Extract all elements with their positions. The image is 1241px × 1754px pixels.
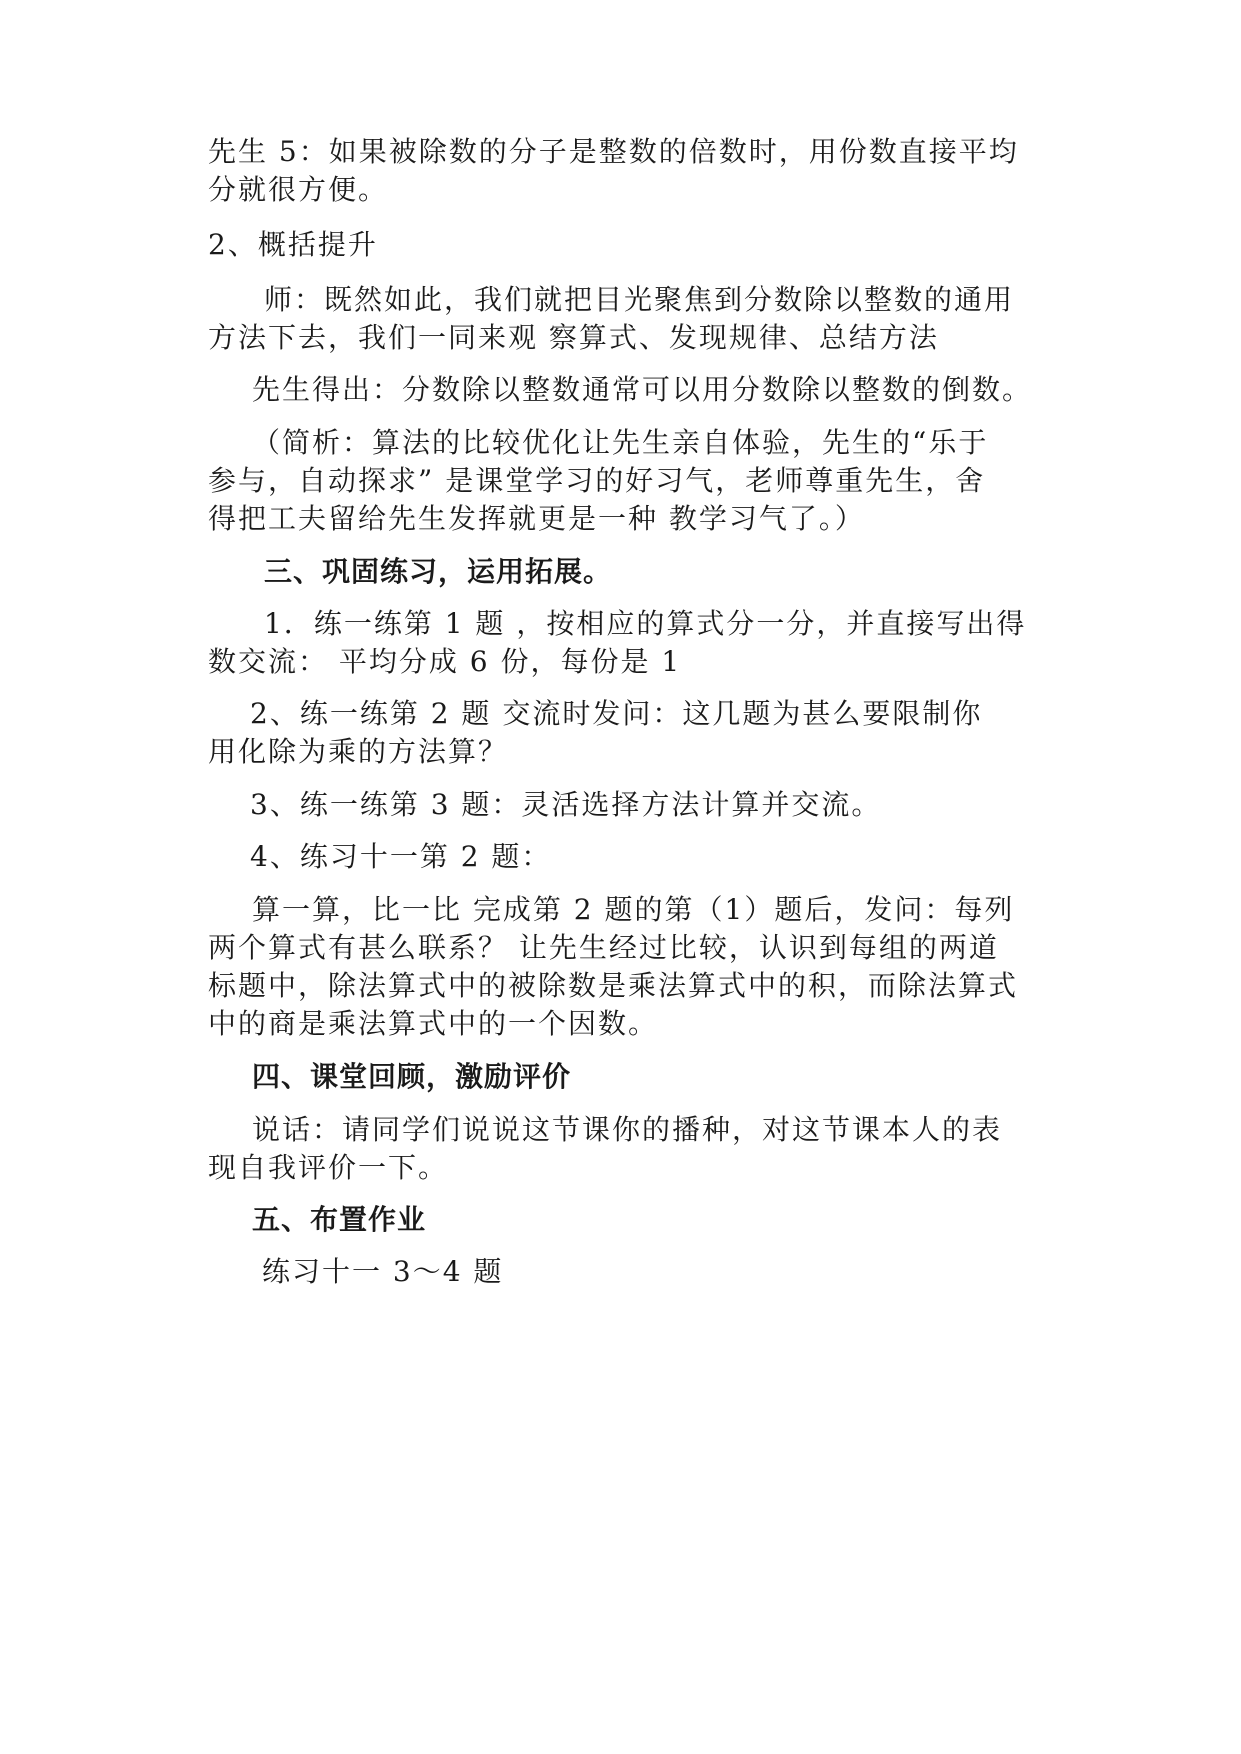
text-line: 中的商是乘法算式中的一个因数。 (208, 1007, 659, 1040)
text-line: 先生 5：如果被除数的分子是整数的倍数时，用份数直接平均 (208, 135, 1019, 168)
text-line: 1．练一练第 1 题 ，按相应的算式分一分，并直接写出得 (264, 607, 1027, 640)
text-line: 两个算式有甚么联系？ 让先生经过比较，认识到每组的两道 (208, 931, 999, 964)
text-line: 标题中，除法算式中的被除数是乘法算式中的积，而除法算式 (208, 969, 1019, 1002)
text-line: 用化除为乘的方法算？ (208, 735, 509, 768)
text-line: 得把工夫留给先生发挥就更是一种 教学习气了。） (208, 502, 865, 535)
text-line: 方法下去，我们一同来观 察算式、发现规律、总结方法 (208, 321, 939, 354)
section-heading: 2、概括提升 (208, 228, 378, 261)
text-line: 算一算，比一比 完成第 2 题的第（1）题后，发问：每列 (252, 893, 1015, 926)
text-line: （简析：算法的比较优化让先生亲自体验，先生的“乐于 (252, 426, 989, 459)
section-heading: 四、课堂回顾，激励评价 (252, 1060, 572, 1093)
text-line: 说话：请同学们说说这节课你的播种，对这节课本人的表 (252, 1113, 1003, 1146)
text-line: 4、练习十一第 2 题： (250, 840, 552, 873)
section-heading: 五、布置作业 (252, 1203, 427, 1236)
text-line: 参与，自动探求” 是课堂学习的好习气，老师尊重先生，舍 (208, 464, 986, 497)
text-line: 3、练一练第 3 题：灵活选择方法计算并交流。 (250, 788, 882, 821)
text-line: 现自我评价一下。 (208, 1151, 449, 1184)
text-line: 师：既然如此，我们就把目光聚焦到分数除以整数的通用 (264, 283, 1015, 316)
text-line: 先生得出：分数除以整数通常可以用分数除以整数的倒数。 (252, 373, 1033, 406)
section-heading: 三、巩固练习，运用拓展。 (264, 555, 613, 588)
text-line: 练习十一 3～4 题 (262, 1255, 504, 1288)
text-line: 2、练一练第 2 题 交流时发问：这几题为甚么要限制你 (250, 697, 983, 730)
text-line: 数交流： 平均分成 6 份，每份是 1 (208, 645, 682, 678)
text-line: 分就很方便。 (208, 173, 389, 206)
